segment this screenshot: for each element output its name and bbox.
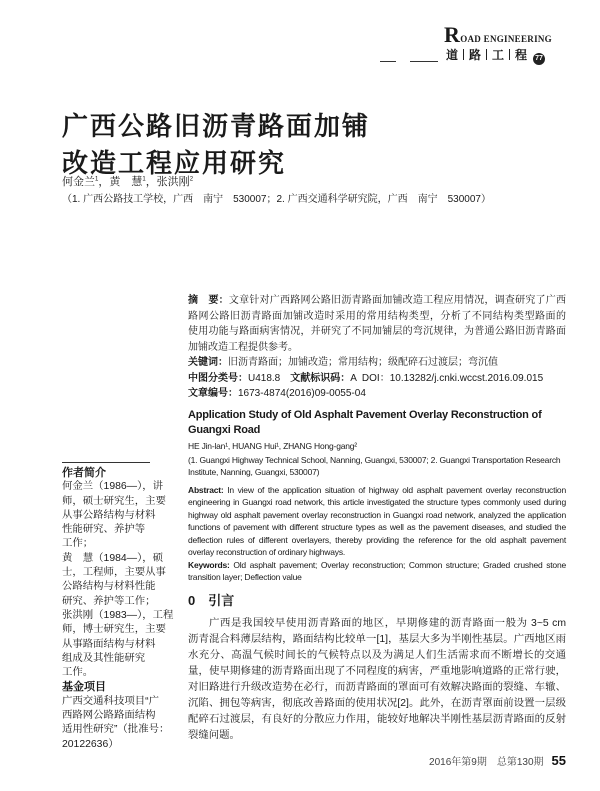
section-heading: 0 引言 (188, 592, 235, 608)
main-column (188, 293, 566, 770)
header-rule (380, 61, 396, 62)
en-keywords: Keywords: Old asphalt pavement; Overlay reconstruction; Common structure; Graded crushed stone transition layer; Deflection value (188, 559, 566, 582)
journal-logo-en: ROAD ENGINEERING (444, 22, 552, 47)
header-rule (410, 61, 438, 62)
classification: 中图分类号：U418.8 文献标识码：A DOI：10.13282/j.cnki.wccst.2016.09.015 (188, 372, 544, 384)
en-affiliation: (1. Guangxi Highway Technical School, Nanning, Guangxi, 530007; 2. Guangxi Transportation Research Institute, Nanning, Guangxi, 530007) (188, 454, 561, 477)
authors: 何金兰$^1$，黄 慧$^1$，张洪刚$^2$ (62, 176, 194, 188)
fund-heading: 基金项目 (62, 681, 106, 694)
en-abstract: Abstract: In view of the application situation of highway old asphalt pavement overlay reconstruction engineering in Guangxi road network, this article investigated the structure types commonly used during highway old asphalt pavement overlay reconstruction in Guangxi road network, analyzed the application functions of pavement with different structure types as well as the pavement diseases, and studied the deflection rules of different overlayers, thereby providing the reference for the old asphalt pavement overlay reconstruction of ordinary highways. Keywords: Old asphalt pavement; Overlay reconstruction; Common structure; Graded crushed stone transition layer; Deflection value (188, 484, 566, 582)
en-title: Application Study of Old Asphalt Pavement Overlay Reconstruction of Guangxi Road (188, 408, 542, 436)
article-number: 文章编号：1673-4874(2016)09-0055-04 (188, 388, 366, 399)
affiliation: （1. 广西公路技工学校，广西 南宁 530007；2. 广西交通科学研究院，广西 南宁 530007） (62, 194, 491, 205)
cn-keywords: 关键词：旧沥青路面；加铺改造；常用结构；级配碎石过渡层；弯沉值 (188, 357, 498, 368)
en-authors: HE Jin-lan¹, HUANG Hui¹, ZHANG Hong-gang² (188, 440, 357, 451)
journal-logo-cn: 道 路 工 程 77 (446, 46, 545, 65)
page-footer: 2016年第9期 总第130期 55 (429, 752, 566, 768)
sidebar-rule (62, 462, 150, 463)
author-bio: 作者简介 何金兰（1986—），讲 师，硕士研究生，主要 从事公路结构与材料 性能研究、养护等 工作； 黄 慧（1984—），硕 士，工程师，主要从事 公路结构与材料性能 研究、养护等工作； 张洪刚（1983—），工程 师，博士研究生，主要 从事路面结构与材料 组成及其性能研究 工作。 基金项目 广西交通科技项目“广 西路网公路路面结构 适用性研究”（批准号： 20122636） (62, 467, 174, 750)
body-text: 广西是我国较早使用沥青路面的地区，早期修建的沥青路面一般为 3~5 cm 沥青混合料薄层结构，路面结构比较单一[1]，基层大多为半刚性基层。广西地区雨 水充分、高温气候时间长的气候特点以及为满足人们生活需求而不断增长的交通 量，使早期修建的沥青路面出现了不同程度的病害，严重地影响道路的正常行驶， 对旧路进行升级改造势在必行，而沥青路面的罩面可有效解决路面的裂缝、车辙、 沉陷、拥包等病害，彻底改善路面的使用状况[2]。此外，在沥青罩面前设置一层级 配碎石过渡层，有良好的分散应力作用，能较好地解决半刚性基层沥青路面的反射 裂缝问题。 (188, 617, 566, 741)
page-number: 55 (551, 752, 566, 768)
paper-title: 广西公路旧沥青路面加铺 改造工程应用研究 (62, 111, 371, 178)
journal-badge-icon: 77 (533, 53, 545, 65)
cn-abstract: 摘 要：文章针对广西路网公路旧沥青路面加铺改造工程应用情况，调查研究了广西 路网公路旧沥青路面加铺改造时采用的常用结构类型，分析了不同结构类型路面的 使用功能与路面病害情况，并研究了不同加铺层的弯沉规律，为普通公路旧沥青路面 加铺改造工程提供参考。 关键词：旧沥青路面；加铺改造；常用结构；级配碎石过渡层；弯沉值 中图分类号：U418.8 文献标识码：A DOI：10.13282/j.cnki.wccst.2016.09.015 文章编号：1673-4874(2016)09-0055-04 (188, 293, 566, 402)
